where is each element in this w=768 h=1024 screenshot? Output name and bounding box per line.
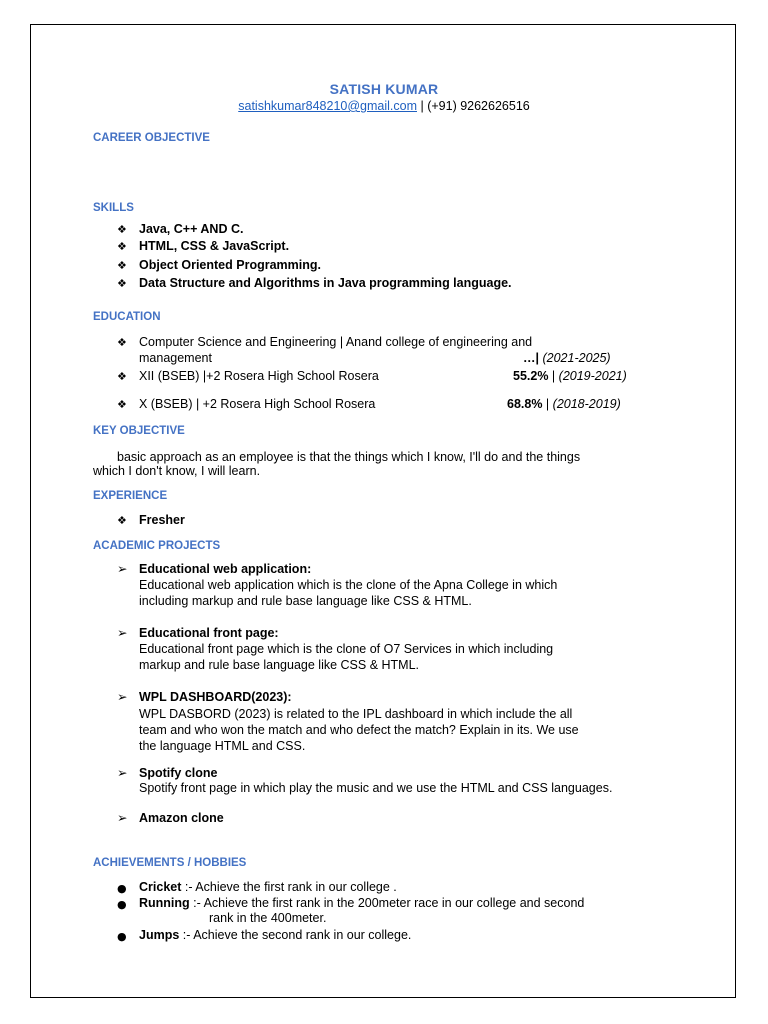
project-desc: including markup and rule base language like CSS & HTML. [139, 594, 472, 608]
project-desc: team and who won the match and who defect the match? Explain in its. We use [139, 723, 579, 737]
education-score: 55.2% | (2019-2021) [513, 369, 627, 383]
skills-heading: SKILLS [93, 202, 134, 214]
project-title: Amazon clone [139, 811, 224, 825]
career-objective-heading: CAREER OBJECTIVE [93, 132, 210, 144]
experience-heading: EXPERIENCE [93, 490, 168, 502]
diamond-bullet-icon: ❖ [117, 398, 127, 411]
arrow-bullet-icon: ➢ [117, 561, 128, 576]
project-desc: WPL DASBORD (2023) is related to the IPL dashboard in which include the all [139, 707, 573, 721]
resume-page [30, 24, 736, 998]
diamond-bullet-icon: ❖ [117, 370, 127, 383]
project-title: Educational front page: [139, 626, 279, 640]
project-title: WPL DASHBOARD(2023): [139, 690, 292, 704]
arrow-bullet-icon: ➢ [117, 765, 128, 780]
projects-heading: ACADEMIC PROJECTS [93, 540, 221, 552]
diamond-bullet-icon: ❖ [117, 259, 127, 272]
key-objective-text-cont: which I don't know, I will learn. [93, 464, 261, 478]
diamond-bullet-icon: ❖ [117, 336, 127, 349]
phone-number: (+91) 9262626516 [427, 99, 530, 113]
education-degree-cont: management [139, 351, 212, 365]
education-score: 68.8% | (2018-2019) [507, 397, 621, 411]
arrow-bullet-icon: ➢ [117, 810, 128, 825]
dot-bullet-icon: ● [117, 898, 127, 911]
achievements-heading: ACHIEVEMENTS / HOBBIES [93, 857, 247, 869]
skill-item: Java, C++ AND C. [139, 222, 244, 236]
education-school: XII (BSEB) |+2 Rosera High School Rosera [139, 369, 379, 383]
dot-bullet-icon: ● [117, 882, 127, 895]
project-desc: markup and rule base language like CSS & HTML. [139, 658, 420, 672]
skill-item: Data Structure and Algorithms in Java programming language. [139, 276, 512, 290]
education-school: X (BSEB) | +2 Rosera High School Rosera [139, 397, 376, 411]
project-desc: Educational front page which is the clone of O7 Services in which including [139, 642, 554, 656]
dot-bullet-icon: ● [117, 930, 127, 943]
education-heading: EDUCATION [93, 311, 161, 323]
project-desc: Spotify front page in which play the music and we use the HTML and CSS languages. [139, 781, 613, 795]
diamond-bullet-icon: ❖ [117, 223, 127, 236]
education-years: …| (2021-2025) [523, 351, 611, 365]
project-desc: the language HTML and CSS. [139, 739, 306, 753]
email-link[interactable]: satishkumar848210@gmail.com [238, 99, 417, 113]
project-title: Spotify clone [139, 766, 218, 780]
key-objective-heading: KEY OBJECTIVE [93, 425, 185, 437]
diamond-bullet-icon: ❖ [117, 514, 127, 527]
candidate-name: SATISH KUMAR [329, 81, 439, 97]
experience-item: Fresher [139, 513, 185, 527]
project-title: Educational web application: [139, 562, 312, 576]
skill-item: Object Oriented Programming. [139, 258, 321, 272]
diamond-bullet-icon: ❖ [117, 240, 127, 253]
arrow-bullet-icon: ➢ [117, 625, 128, 640]
education-degree: Computer Science and Engineering | Anand college of engineering and [139, 335, 533, 349]
skill-item: HTML, CSS & JavaScript. [139, 239, 290, 253]
key-objective-text: basic approach as an employee is that the things which I know, I'll do and the things [117, 450, 581, 464]
project-desc: Educational web application which is the clone of the Apna College in which [139, 578, 558, 592]
achievement-item: Running :- Achieve the first rank in the 200meter race in our college and second [139, 896, 585, 910]
arrow-bullet-icon: ➢ [117, 689, 128, 704]
achievement-item-cont: rank in the 400meter. [209, 911, 327, 925]
achievement-item: Cricket :- Achieve the first rank in our college . [139, 880, 397, 894]
contact-line: satishkumar848210@gmail.com | (+91) 9262626516 [238, 99, 530, 113]
achievement-item: Jumps :- Achieve the second rank in our college. [139, 928, 412, 942]
diamond-bullet-icon: ❖ [117, 277, 127, 290]
